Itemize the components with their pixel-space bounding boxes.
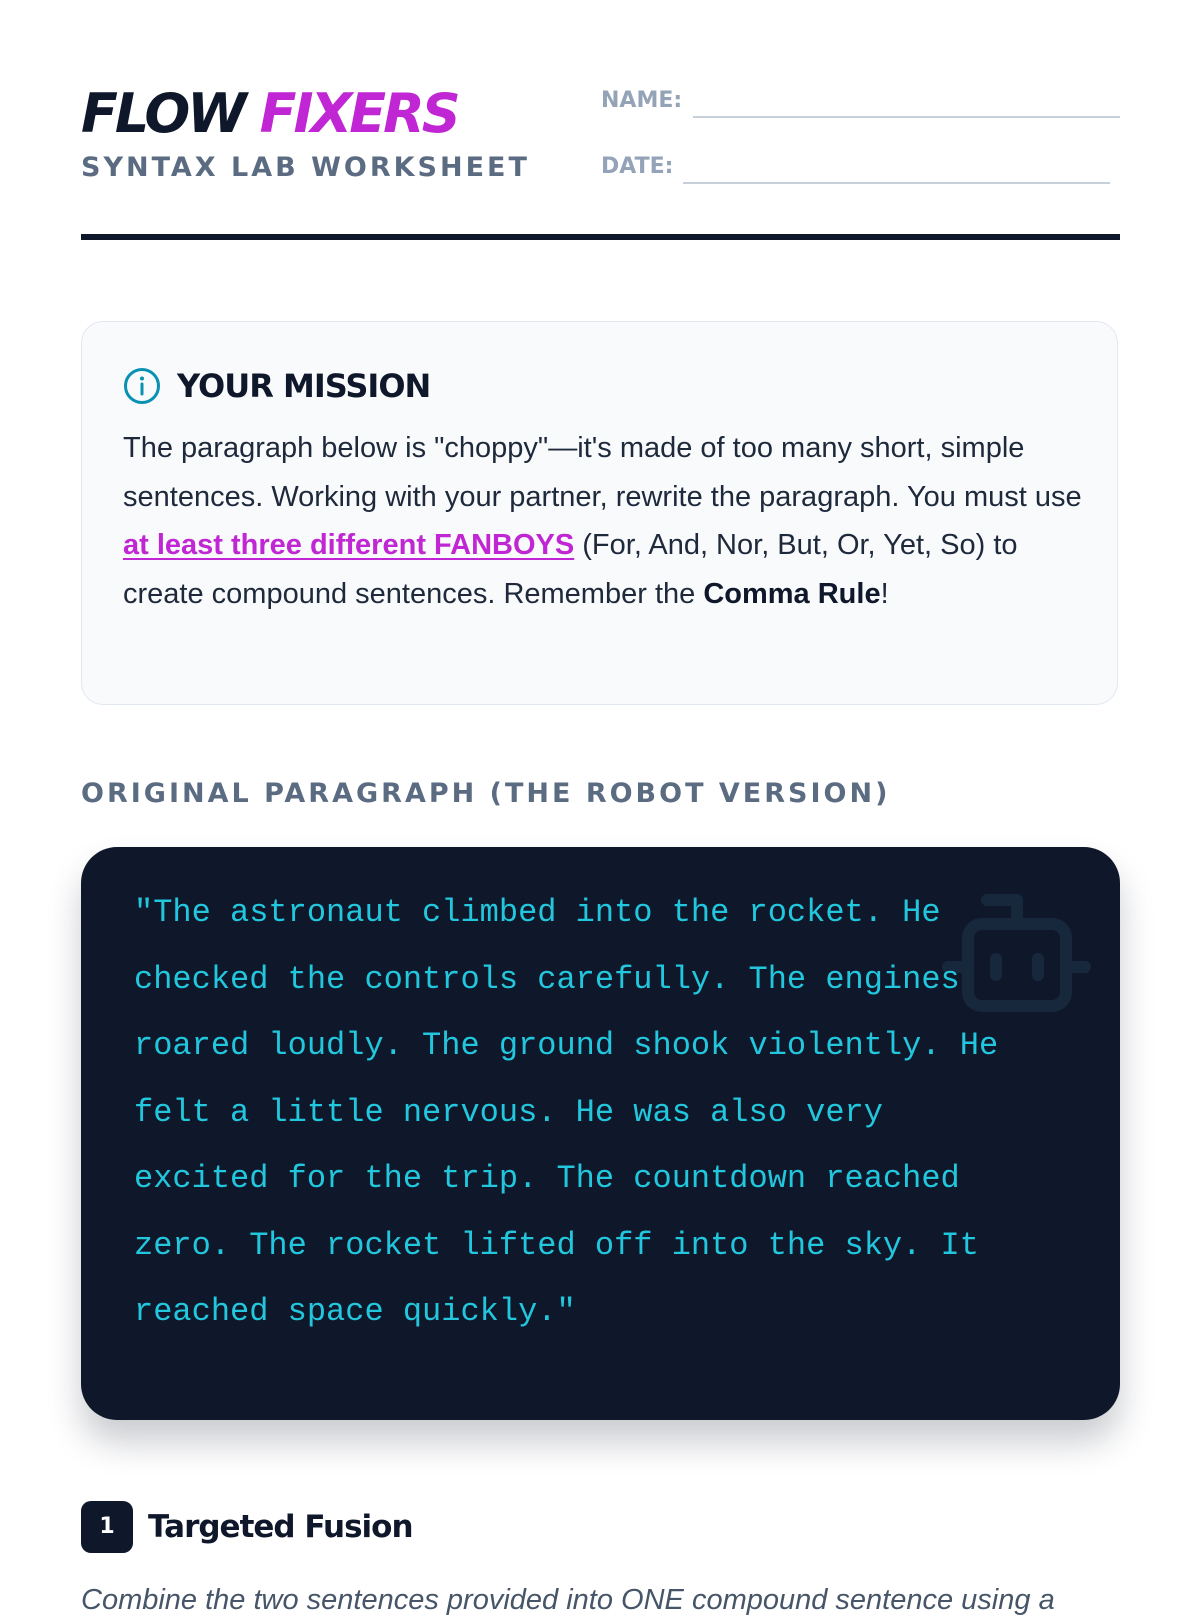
original-paragraph-label: ORIGINAL PARAGRAPH (THE ROBOT VERSION) [81,778,891,809]
mission-text-2: (For, And, Nor, But, Or, Yet, So) to create compound sentences. Remember the [123,529,1018,610]
logo-word-flow: FLOW [81,82,244,145]
mission-text-3: ! [880,577,889,610]
info-circle-icon [123,367,161,405]
comma-rule: Comma Rule [703,577,881,610]
paragraph-line: zero. The rocket lifted off into the sky. It [134,1226,979,1264]
paragraph-line: roared loudly. The ground shook violently. He [134,1027,999,1064]
step-title: Targeted Fusion [148,1509,413,1545]
logo [81,80,458,148]
name-label: NAME: [601,88,683,113]
original-paragraph-box [81,847,1120,1420]
paragraph-line: excited for the trip. The countdown reached [134,1160,960,1197]
paragraph-line: reached space quickly." [134,1293,576,1330]
paragraph-line: felt a little nervous. He was also very [134,1093,883,1131]
mission-text-1: The paragraph below is "choppy"—it's made of too many short, simple sentences. Working with your partner, rewrite the paragraph. You must use [123,432,1082,513]
name-blank-line [693,116,1120,118]
header-divider [81,234,1120,240]
mission-box [81,321,1118,705]
worksheet-subtitle: SYNTAX LAB WORKSHEET [81,152,530,183]
mission-instructions [123,424,1083,618]
worksheet-page [81,0,1120,1616]
worksheet-header [81,80,1120,240]
mission-title: YOUR MISSION [177,367,431,405]
fanboys-requirement: at least three different FANBOYS [123,529,575,561]
step-1-description: Combine the two sentences provided into ONE compound sentence using a [81,1584,1055,1616]
logo-word-fixers: FIXERS [259,82,458,145]
date-label: DATE: [601,154,674,179]
paragraph-line: "The astronaut climbed into the rocket. He [134,894,941,931]
paragraph-line: checked the controls carefully. The engines [134,960,960,998]
robot-paragraph-text [134,880,1034,1346]
step-number-badge: 1 [81,1501,133,1553]
date-blank-line [683,182,1110,184]
brand [81,80,458,148]
